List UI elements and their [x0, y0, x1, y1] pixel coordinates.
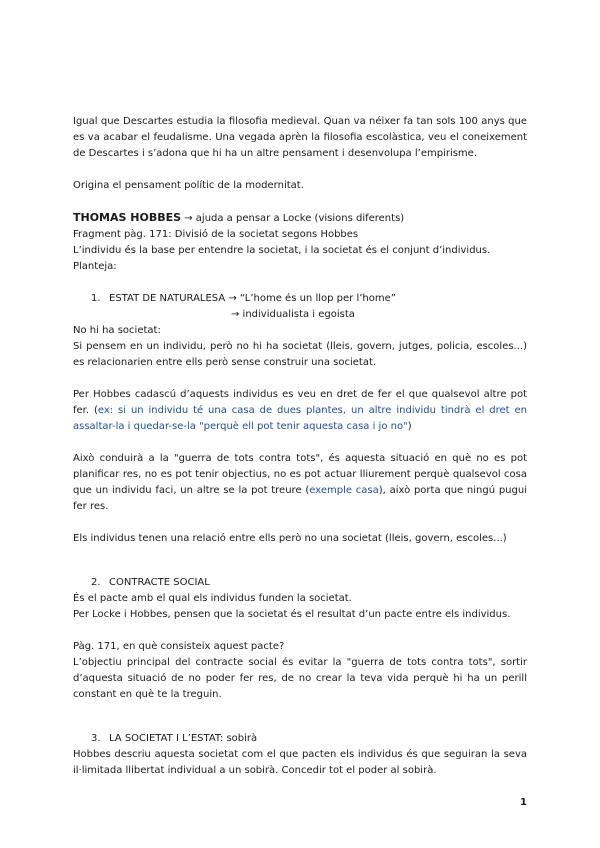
page-number: 1	[520, 797, 527, 808]
origin-paragraph: Origina el pensament polític de la modernitat.	[73, 180, 304, 191]
question-line: Pàg. 171, en què consisteix aquest pacte?	[73, 641, 285, 652]
hobbes-note: → ajuda a pensar a Locke (visions diferents)	[181, 213, 405, 224]
section-1-subnote: → individualista i egoista	[231, 309, 355, 320]
intro-paragraph: Igual que Descartes estudia la filosofia medieval. Quan va néixer fa tan sols 100 anys que es va acabar el feudalisme. Una vegada aprèn la filosofia escolàstica, veu el coneixement de Descartes i s’adona que hi ha un altre pensament i desenvolupa l’empirisme.	[73, 116, 527, 159]
section-1-title: ESTAT DE NATURALESA → “L’home és un llop per l’home”	[109, 293, 396, 304]
per-hobbes-text: Per Hobbes cadascú d’aquests individus es veu en dret de fer el que qualsevol altre pot fer. (	[73, 389, 527, 416]
section-2-heading	[73, 575, 527, 591]
hobbes-title: THOMAS HOBBES	[73, 211, 182, 224]
war-text: Això conduirà a la "guerra de tots contra tots", és aquesta situació en què no es pot planificar res, no es pot tenir objectius, no es pot actuar lliurement perquè qualsevol cosa que un individu faci, un altre se la pot treure (	[73, 453, 527, 496]
section-1-heading	[73, 291, 527, 307]
section-3-number: 3.	[91, 733, 101, 744]
relation-paragraph: Els individus tenen una relació entre ells però no una societat (lleis, govern, escoles...)	[73, 533, 507, 544]
no-society-line: No hi ha societat:	[73, 325, 161, 336]
individual-line: L’individu és la base per entendre la societat, i la societat és el conjunt d’individus.	[73, 245, 491, 256]
section-3-title: LA SOCIETAT I L’ESTAT: sobirà	[109, 733, 258, 744]
document-body	[73, 114, 527, 779]
war-text-end: ), això porta que ningú pugui fer res.	[73, 485, 527, 512]
locke-hobbes-line: Per Locke i Hobbes, pensen que la societat és el resultat d’un pacte entre els individus.	[73, 609, 511, 620]
hobbes-heading-line	[73, 210, 527, 227]
section-1-number: 1.	[91, 293, 101, 304]
war-example: exemple casa	[309, 485, 379, 496]
section-2-number: 2.	[91, 577, 101, 588]
section-3-heading	[73, 731, 527, 747]
per-hobbes-close: )	[407, 421, 412, 432]
war-paragraph	[73, 451, 527, 515]
per-hobbes-example: ex: si un individu té una casa de dues plantes, un altre individu tindrà el dret en assaltar-la i quedar-se-la "perquè ell pot tenir aquesta casa i jo no"	[73, 405, 527, 432]
per-hobbes-paragraph	[73, 387, 527, 435]
sovereign-paragraph: Hobbes descriu aquesta societat com el que pacten els individus és que seguiran la seva il·limitada llibertat individual a un sobirà. Concedir tot el poder al sobirà.	[73, 749, 527, 776]
fragment-line: Fragment pàg. 171: Divisió de la societat segons Hobbes	[73, 229, 359, 240]
pact-line: És el pacte amb el qual els individus funden la societat.	[73, 593, 352, 604]
planteja-line: Planteja:	[73, 261, 117, 272]
objective-paragraph: L’objectiu principal del contracte social és evitar la "guerra de tots contra tots", sortir d’aquesta situació de no poder fer res, de no crear la teva vida perquè hi ha un perill constant en què te la treguin.	[73, 657, 527, 700]
section-2-title: CONTRACTE SOCIAL	[109, 577, 210, 588]
no-society-paragraph: Si pensem en un individu, però no hi ha societat (lleis, govern, jutges, policia, escoles...) es relacionarien entre ells però sense construir una societat.	[73, 341, 527, 368]
